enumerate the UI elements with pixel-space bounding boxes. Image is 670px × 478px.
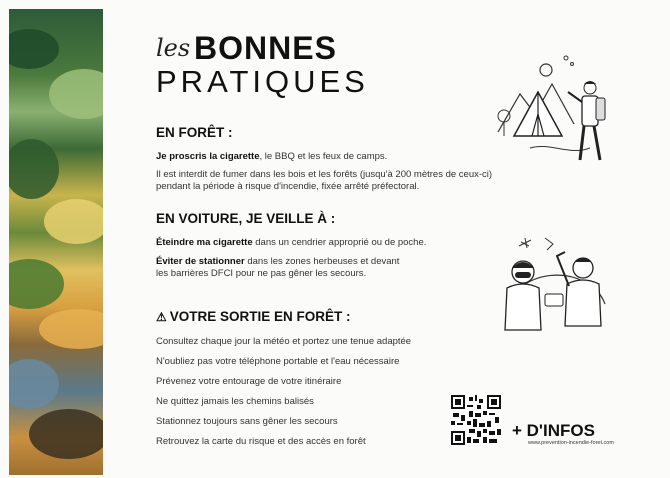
sortie-item: Consultez chaque jour la météo et portez une tenue adaptée: [156, 336, 412, 347]
camping-hiker-illustration: [490, 52, 620, 172]
foret-line-3: pendant la période à risque d'incendie, fixée arrêté préfectoral.: [156, 181, 420, 192]
qr-code[interactable]: [451, 395, 501, 445]
sortie-item: N'oubliez pas votre téléphone portable et l'eau nécessaire: [156, 356, 400, 367]
warning-icon: ⚠: [156, 310, 167, 324]
more-info-label: + D'INFOS: [512, 421, 595, 440]
title-les: les: [156, 34, 191, 62]
forest-painting: [9, 9, 103, 475]
section-heading-voiture: EN VOITURE, JE VEILLE À :: [156, 211, 336, 226]
voiture-item-2-bold: Éviter de stationner: [156, 256, 245, 267]
voiture-item-1-rest: dans un cendrier approprié ou de poche.: [252, 237, 427, 248]
title-bonnes: BONNES: [194, 30, 337, 66]
sortie-item: Stationnez toujours sans gêner les secours: [156, 416, 338, 427]
sortie-item: Ne quittez jamais les chemins balisés: [156, 396, 314, 407]
foret-line-1-rest: , le BBQ et les feux de camps.: [259, 151, 388, 162]
sortie-heading-text: VOTRE SORTIE EN FORÊT :: [169, 309, 351, 324]
voiture-item-2: [156, 256, 399, 268]
voiture-item-1: [156, 237, 426, 249]
sortie-item: Prévenez votre entourage de votre itinéraire: [156, 376, 342, 387]
website-url[interactable]: www.prevention-incendie-foret.com: [528, 440, 614, 446]
section-heading-foret: EN FORÊT :: [156, 125, 233, 140]
voiture-item-1-bold: Éteindre ma cigarette: [156, 237, 253, 248]
section-heading-sortie: [156, 309, 351, 324]
foret-line-1-bold: Je proscris la cigarette: [156, 151, 260, 162]
voiture-item-2-rest: dans les zones herbeuses et devant: [244, 256, 400, 267]
title-pratiques: PRATIQUES: [156, 64, 369, 99]
voiture-item-2-line-2: les barrières DFCI pour ne pas gêner les secours.: [156, 268, 367, 279]
sortie-item: Retrouvez la carte du risque et des accès en forêt: [156, 436, 366, 447]
foret-line-1: [156, 151, 387, 163]
car-passengers-illustration: [497, 234, 612, 339]
foret-line-2: Il est interdit de fumer dans les bois et les forêts (jusqu'à 200 mètres de ceux-ci): [156, 169, 493, 180]
